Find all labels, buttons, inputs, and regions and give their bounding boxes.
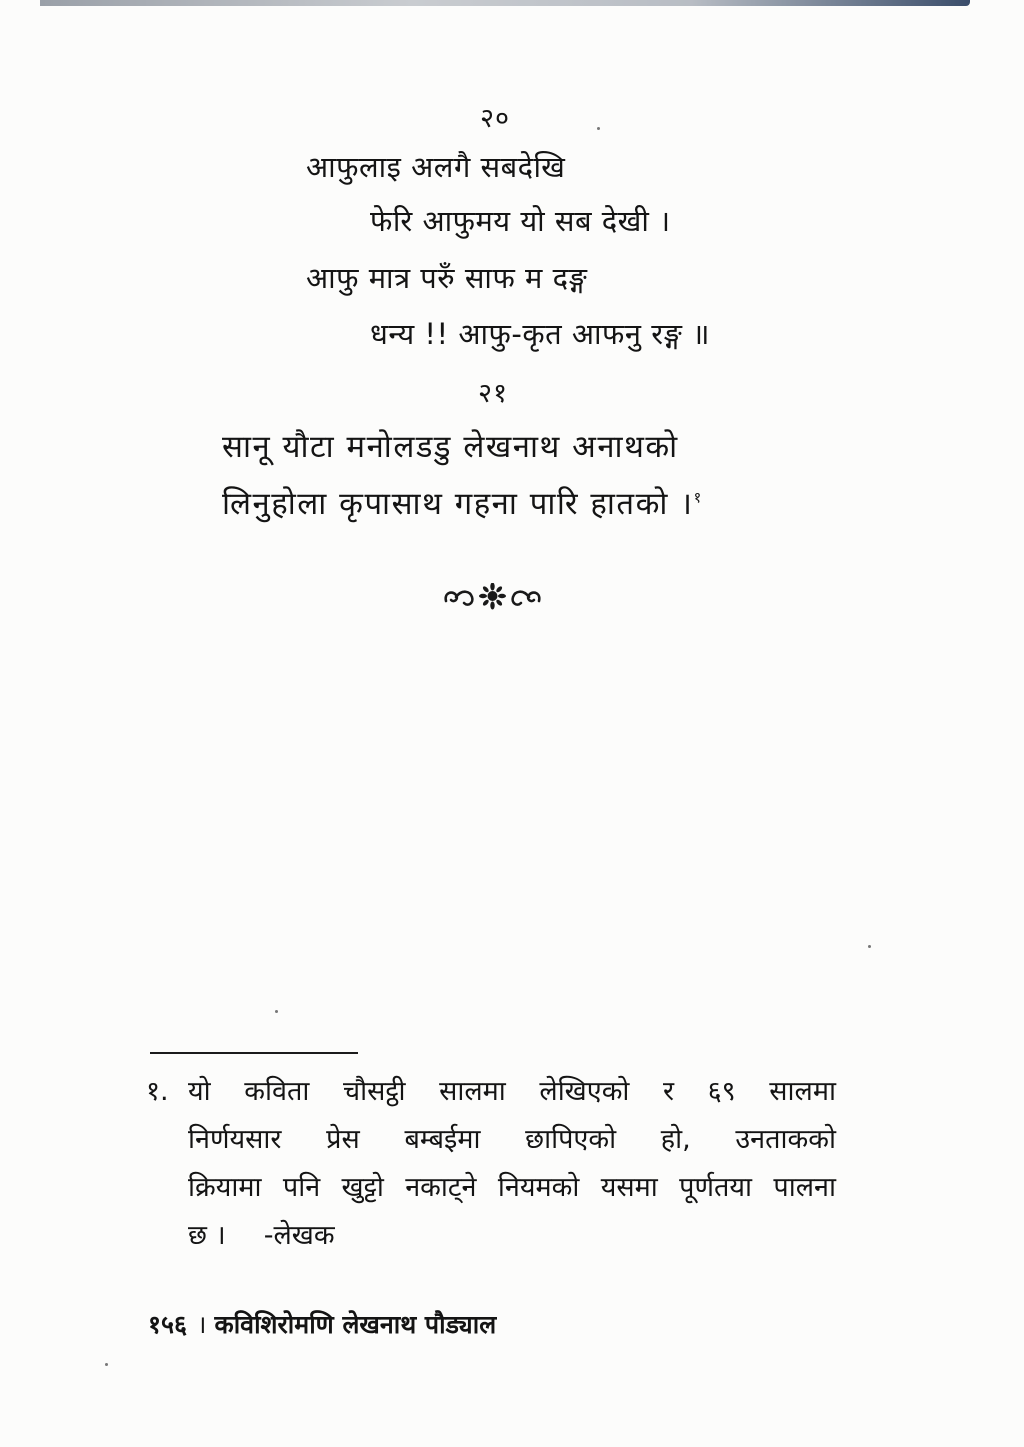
footnote-line: क्रियामा पनि खुट्टो नकाट्ने नियमको यसमा पूर्णतया पालना — [188, 1172, 836, 1203]
footnote-line: निर्णयसार प्रेस बम्बईमा छापिएको हो, उनताकको — [188, 1124, 836, 1155]
scan-speck — [597, 127, 600, 130]
footnote-author: -लेखक — [263, 1220, 335, 1251]
verse-line: फेरि आफुमय यो सब देखी । — [370, 204, 671, 238]
verse-line-text: लिनुहोला कृपासाथ गहना पारि हातको । — [222, 486, 694, 522]
footnote-line: यो कविता चौसट्ठी सालमा लेखिएको र ६९ सालमा — [188, 1076, 836, 1107]
verse-line — [222, 482, 703, 524]
footer-separator: । — [197, 1310, 207, 1339]
verse-line: सानू यौटा मनोलडडु लेखनाथ अनाथको — [222, 429, 679, 465]
scan-speck — [868, 945, 871, 948]
footnote-line-text: छ । — [188, 1220, 226, 1251]
footnote-number: १. — [146, 1076, 169, 1107]
verse-number: २० — [480, 103, 511, 134]
scan-speck — [275, 1010, 278, 1013]
verse-line: आफु मात्र परुँ साफ म दङ्ग — [306, 261, 588, 295]
book-title: कविशिरोमणि लेखनाथ पौड्याल — [214, 1310, 497, 1339]
verse-line: धन्य !! आफु-कृत आफनु रङ्ग ॥ — [370, 317, 710, 351]
floral-divider-icon — [440, 583, 545, 613]
verse-number: २१ — [478, 378, 509, 409]
page-number: १५६ — [148, 1310, 188, 1339]
footnote-line — [188, 1212, 836, 1260]
footnote-rule — [150, 1052, 358, 1054]
footnote-marker[interactable]: १ — [693, 488, 703, 507]
verse-line: आफुलाइ अलगै सबदेखि — [306, 150, 566, 184]
page-footer — [148, 1307, 496, 1341]
scan-speck — [105, 1363, 108, 1366]
